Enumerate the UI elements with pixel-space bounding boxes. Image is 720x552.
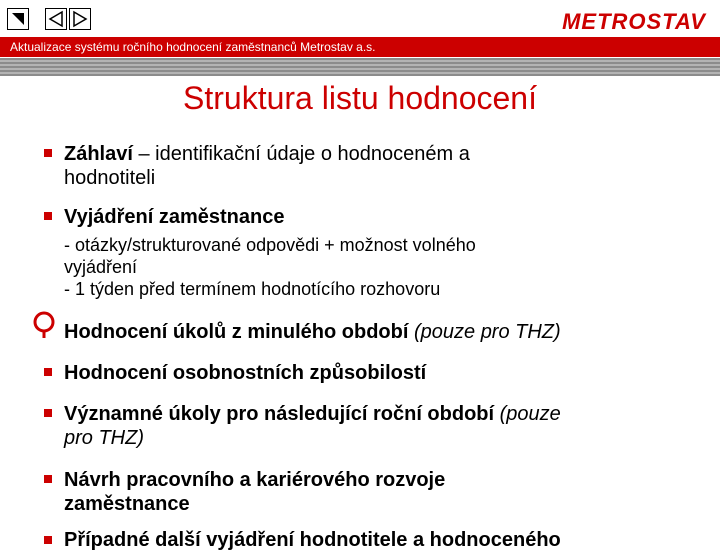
banner-text: Aktualizace systému ročního hodnocení zaměstnanců Metrostav a.s.	[10, 40, 376, 54]
header-banner	[0, 37, 720, 57]
bullet-icon	[44, 149, 52, 157]
home-button[interactable]	[7, 8, 29, 30]
item-bold: Hodnocení osobnostních způsobilostí	[64, 362, 427, 384]
bullet-icon	[44, 475, 52, 483]
sub-line: vyjádření	[64, 257, 138, 277]
item-bold: Záhlaví	[64, 143, 133, 165]
logo-text: METROSTAV	[562, 9, 706, 34]
back-icon	[47, 10, 65, 28]
home-icon	[9, 10, 27, 28]
item-bold: Případné další vyjádření hodnotitele a hodnoceného	[64, 529, 561, 551]
item-text: – identifikační údaje o hodnoceném a	[132, 143, 470, 165]
ring-marker-icon	[32, 310, 58, 340]
item-italic-cont: pro THZ)	[64, 427, 144, 449]
list-item	[64, 320, 561, 344]
list-item	[64, 205, 284, 229]
sub-line: - 1 týden před termínem hodnotícího rozhovoru	[64, 279, 441, 299]
metrostav-logo	[558, 8, 710, 34]
item-text-cont: hodnotiteli	[64, 167, 156, 189]
striped-divider	[0, 58, 720, 76]
bullet-icon	[44, 212, 52, 220]
item-bold: Významné úkoly pro následující roční období	[64, 403, 495, 425]
item-italic: (pouze pro THZ)	[408, 321, 561, 343]
back-button[interactable]	[45, 8, 67, 30]
item-italic: (pouze	[494, 403, 561, 425]
list-item	[64, 361, 426, 385]
item-bold-cont: zaměstnance	[64, 493, 190, 515]
item-bold: Návrh pracovního a kariérového rozvoje	[64, 469, 446, 491]
list-item	[64, 468, 445, 516]
list-item	[64, 528, 561, 552]
forward-button[interactable]	[69, 8, 91, 30]
list-item	[64, 142, 470, 190]
bullet-icon	[44, 409, 52, 417]
item-bold: Vyjádření zaměstnance	[64, 206, 285, 228]
bullet-icon	[44, 536, 52, 544]
list-item	[64, 402, 561, 450]
item-bold: Hodnocení úkolů z minulého období	[64, 321, 409, 343]
forward-icon	[71, 10, 89, 28]
list-subtext	[64, 234, 476, 300]
slide-title: Struktura listu hodnocení	[183, 80, 537, 116]
sub-line: - otázky/strukturované odpovědi + možnost volného	[64, 235, 476, 255]
bullet-icon	[44, 368, 52, 376]
